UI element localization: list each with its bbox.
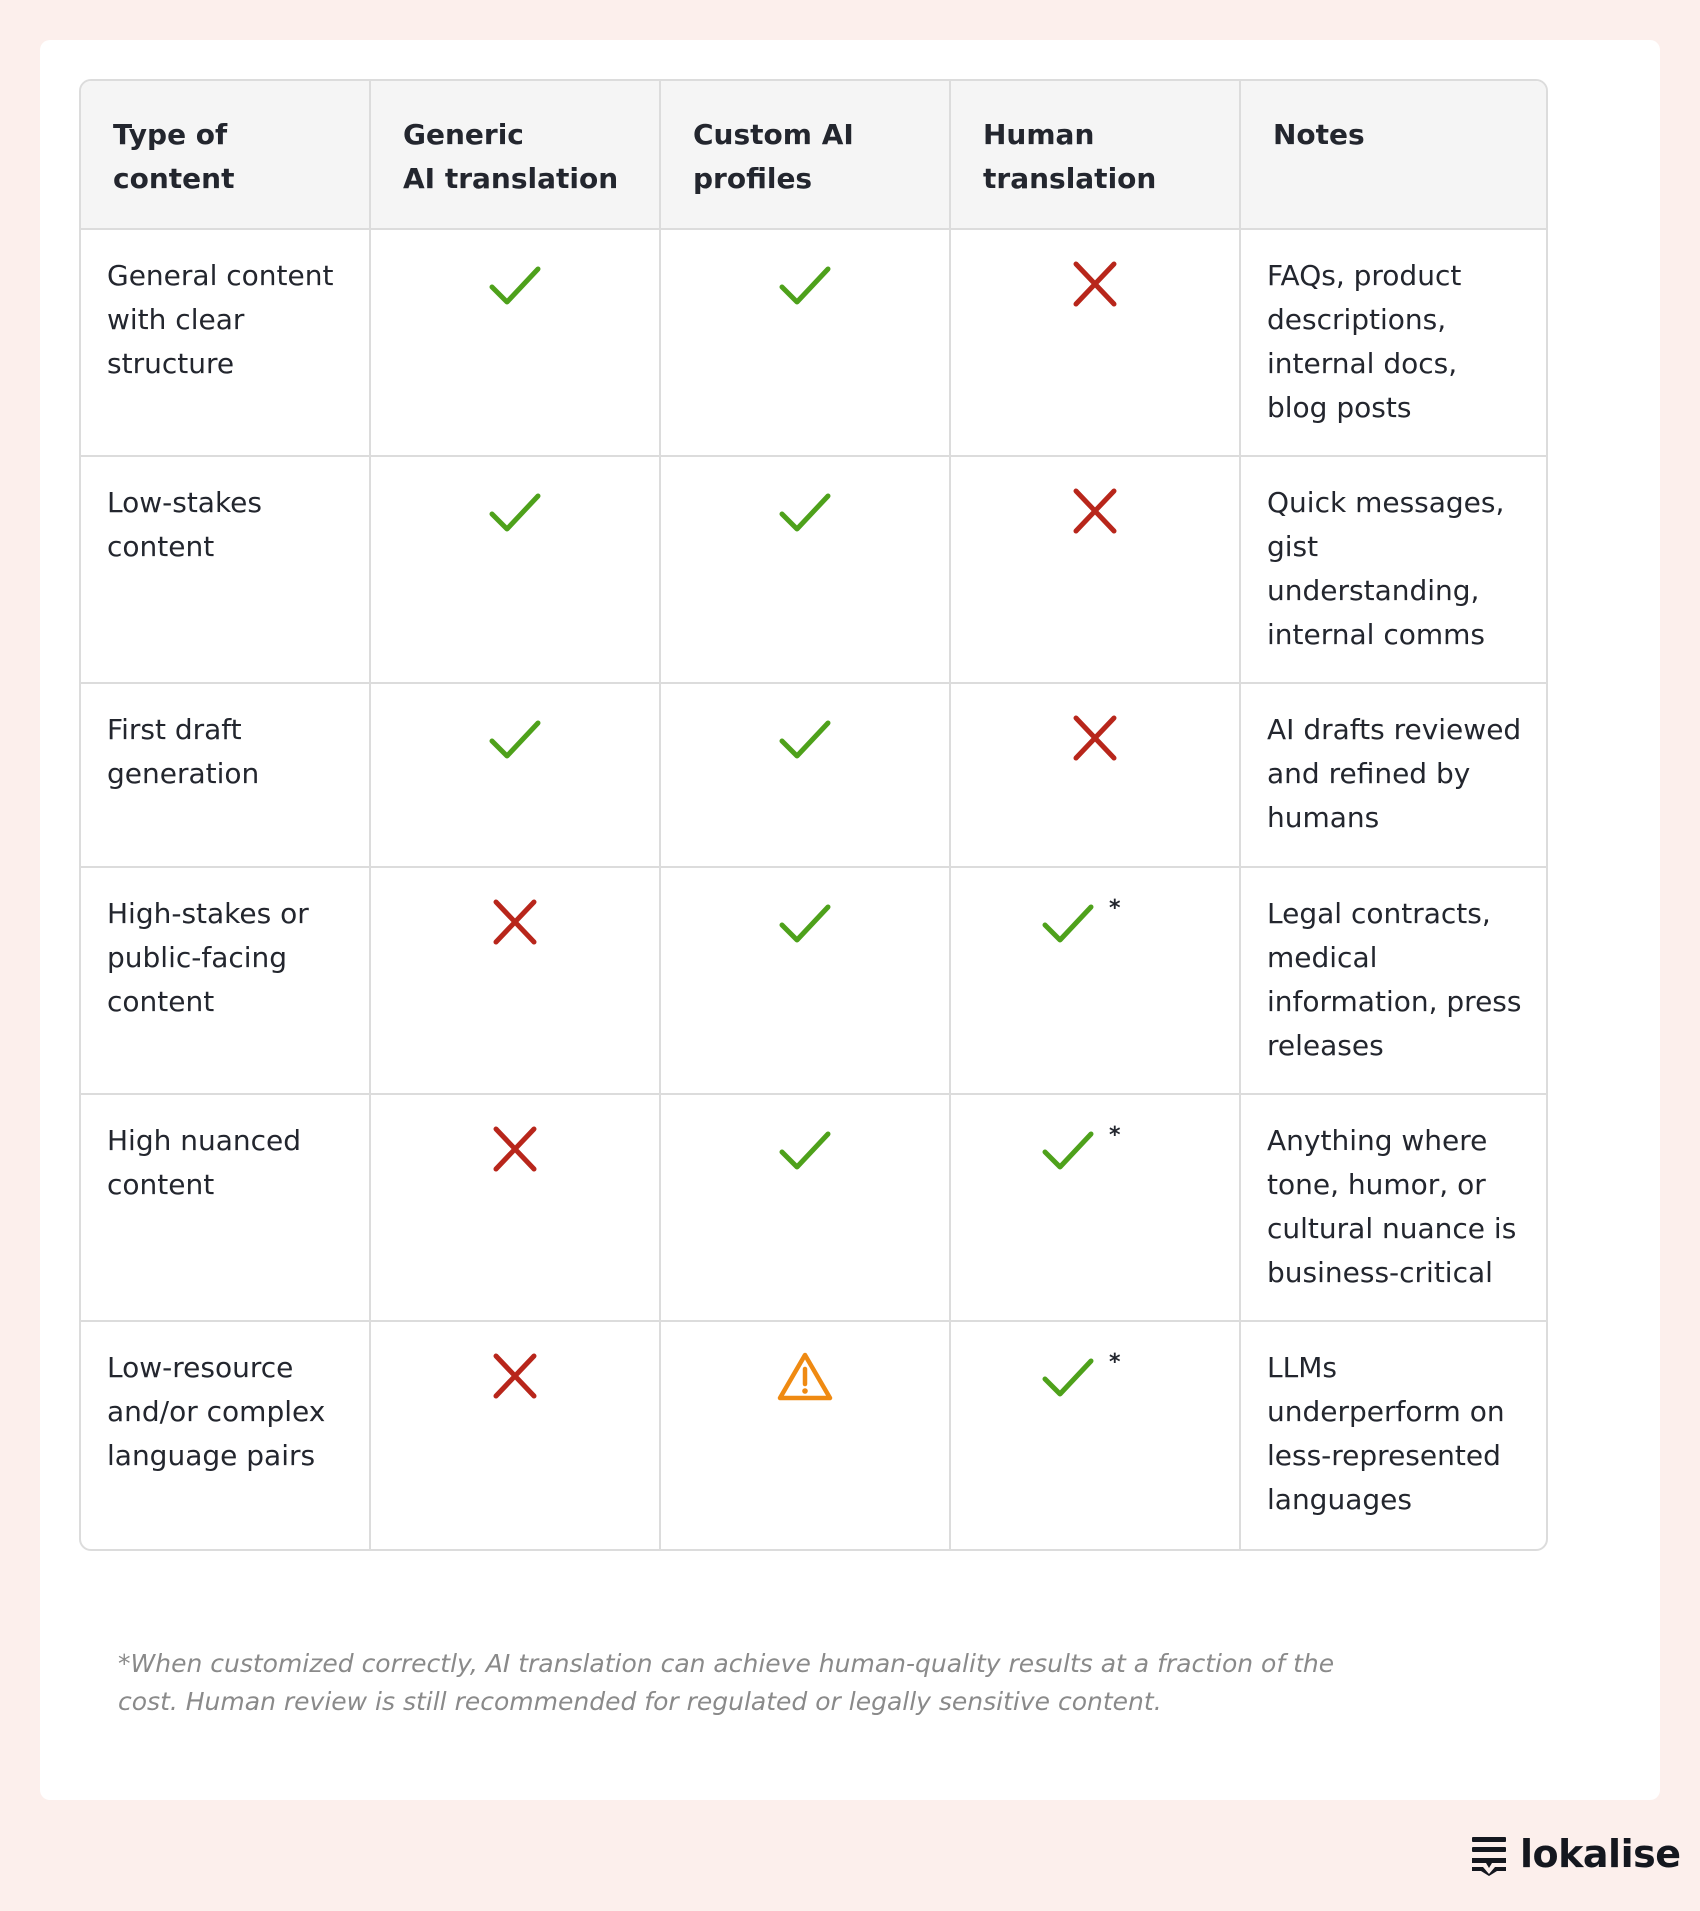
footnote-marker: * (1109, 1123, 1121, 1148)
check-icon (487, 260, 543, 310)
content-type-cell: Low-stakes content (81, 457, 371, 684)
check-icon (777, 714, 833, 764)
lokalise-logo-icon (1470, 1834, 1508, 1876)
content-type-cell: High nuanced content (81, 1095, 371, 1322)
footnote-marker: * (1109, 896, 1121, 921)
human-cell (951, 1095, 1241, 1322)
notes-cell: Anything where tone, humor, or cultural nuance is business-critical (1241, 1095, 1546, 1322)
check-icon (777, 487, 833, 537)
cross-icon (487, 898, 543, 948)
content-type-cell: Low-resource and/or complex language pairs (81, 1322, 371, 1549)
table-row (81, 1095, 1546, 1322)
cross-icon (1067, 260, 1123, 310)
generic-ai-cell (371, 230, 661, 457)
custom-ai-cell (661, 684, 951, 868)
header-row (81, 81, 1546, 230)
brand-logo (1470, 1826, 1681, 1882)
content-type-cell: High-stakes or public-facing content (81, 868, 371, 1095)
human-cell (951, 230, 1241, 457)
table-row (81, 1322, 1546, 1549)
check-icon (1040, 1125, 1096, 1175)
custom-ai-cell (661, 1095, 951, 1322)
custom-ai-cell (661, 1322, 951, 1549)
human-cell (951, 457, 1241, 684)
content-type-cell: First draft generation (81, 684, 371, 868)
human-cell (951, 868, 1241, 1095)
check-icon (777, 260, 833, 310)
custom-ai-cell (661, 230, 951, 457)
human-cell (951, 684, 1241, 868)
table-row (81, 868, 1546, 1095)
header-notes: Notes (1241, 81, 1546, 230)
notes-cell: FAQs, product descriptions, internal docs, blog posts (1241, 230, 1546, 457)
cross-icon (1067, 487, 1123, 537)
generic-ai-cell (371, 457, 661, 684)
custom-ai-cell (661, 457, 951, 684)
warning-icon (777, 1352, 833, 1402)
custom-ai-cell (661, 868, 951, 1095)
check-icon (1040, 898, 1096, 948)
cross-icon (1067, 714, 1123, 764)
generic-ai-cell (371, 1095, 661, 1322)
check-icon (777, 1125, 833, 1175)
check-icon (487, 487, 543, 537)
brand-name: lokalise (1520, 1832, 1681, 1876)
footnote-marker: * (1109, 1350, 1121, 1375)
table-row (81, 230, 1546, 457)
human-cell (951, 1322, 1241, 1549)
notes-cell: LLMs underperform on less-represented languages (1267, 1351, 1505, 1516)
generic-ai-cell (371, 1322, 661, 1549)
check-icon (1040, 1352, 1096, 1402)
comparison-table (79, 79, 1548, 1551)
notes-cell: AI drafts reviewed and refined by humans (1241, 684, 1546, 868)
header-generic-ai-translation: Generic AI translation (371, 81, 661, 230)
footnote: *When customized correctly, AI translation can achieve human-quality results at a fraction of the cost. Human review is still recommended for regulated or legally sensitive content. (118, 1649, 1335, 1716)
cross-icon (487, 1352, 543, 1402)
table-row (81, 457, 1546, 684)
cross-icon (487, 1125, 543, 1175)
check-icon (487, 714, 543, 764)
header-human-translation: Human translation (951, 81, 1241, 230)
content-type-cell: General content with clear structure (81, 230, 371, 457)
notes-cell: Legal contracts, medical information, press releases (1241, 868, 1546, 1095)
generic-ai-cell (371, 868, 661, 1095)
table-row (81, 684, 1546, 868)
notes-cell: Quick messages, gist understanding, internal comms (1241, 457, 1546, 684)
header-type-of-content: Type of content (81, 81, 371, 230)
header-custom-ai-profiles: Custom AI profiles (661, 81, 951, 230)
generic-ai-cell (371, 684, 661, 868)
check-icon (777, 898, 833, 948)
